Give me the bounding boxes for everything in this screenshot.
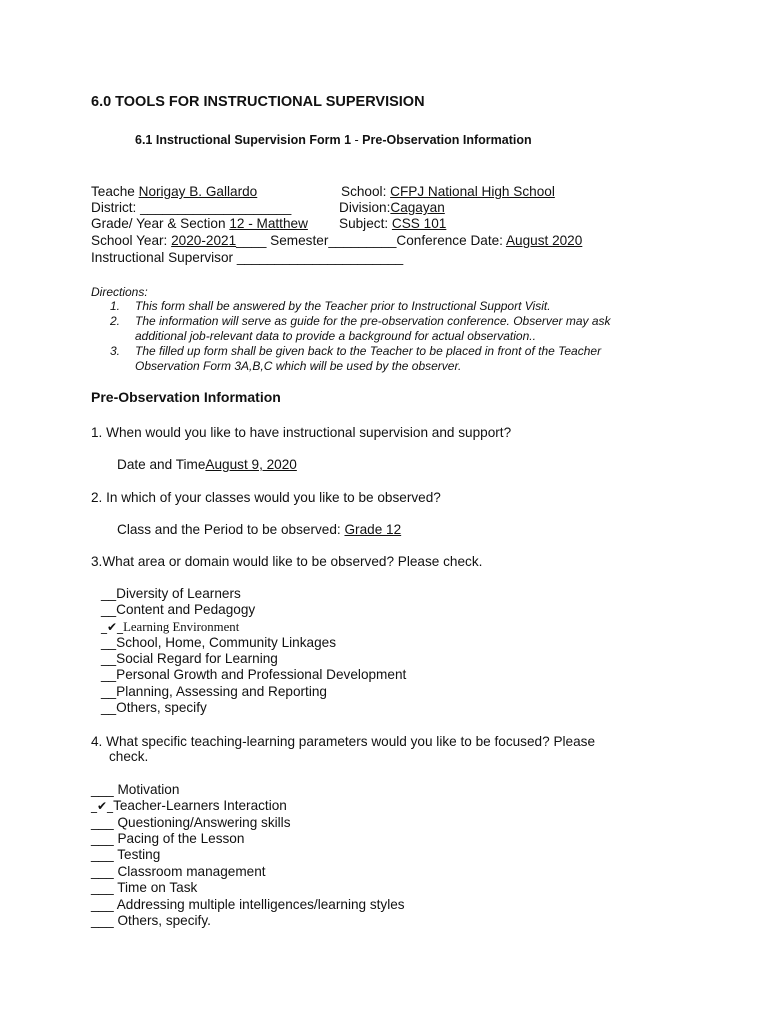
parameter-checkbox: ___ xyxy=(91,864,114,879)
direction-3-number: 3. xyxy=(110,344,121,358)
page-title: 6.0 TOOLS FOR INSTRUCTIONAL SUPERVISION xyxy=(91,94,425,110)
question-1: 1. When would you like to have instructional supervision and support? xyxy=(91,425,512,440)
grade-value: 12 - Matthew xyxy=(229,216,308,231)
form-subtitle-part2: Pre-Observation Information xyxy=(362,133,532,147)
school-year-blank: ____ xyxy=(236,233,267,248)
school-value: CFPJ National High School xyxy=(390,184,555,199)
domain-checkbox: __ xyxy=(101,602,117,617)
division-value: Cagayan xyxy=(390,200,445,215)
domain-checkbox: __ xyxy=(101,651,117,666)
directions-label: Directions: xyxy=(91,285,148,299)
parameter-option xyxy=(91,782,179,797)
parameter-checkbox: ___ xyxy=(91,880,114,895)
domain-option-label: Learning Environment xyxy=(123,620,240,634)
school-year-value: 2020-2021 xyxy=(171,233,237,248)
date-time-label: Date and Time xyxy=(117,457,206,472)
parameter-option xyxy=(91,913,211,928)
parameter-checkbox: ___ xyxy=(91,847,114,862)
question-4-line2: check. xyxy=(109,749,149,764)
parameter-option-checked xyxy=(91,798,287,813)
subject-value: CSS 101 xyxy=(391,216,447,231)
teacher-label: Teache xyxy=(91,184,135,199)
domain-option-label: Social Regard for Learning xyxy=(116,651,278,666)
direction-1-text: This form shall be answered by the Teacher prior to Instructional Support Visit. xyxy=(135,299,551,313)
district-blank: ____________________ xyxy=(140,200,292,215)
domain-option xyxy=(101,586,241,601)
question-1-answer xyxy=(117,457,297,472)
direction-1-number: 1. xyxy=(110,299,121,313)
domain-option-label: School, Home, Community Linkages xyxy=(116,635,336,650)
question-2-answer xyxy=(117,522,401,537)
parameter-option-label: Teacher-Learners Interaction xyxy=(113,798,287,813)
form-subtitle xyxy=(135,133,532,147)
direction-2-text-line1: The information will serve as guide for the pre-observation conference. Observer may ask xyxy=(135,314,611,328)
parameter-option-label: Questioning/Answering skills xyxy=(117,815,291,830)
domain-option-label: Content and Pedagogy xyxy=(116,602,256,617)
semester-label: Semester xyxy=(270,233,329,248)
direction-3-text-line2: Observation Form 3A,B,C which will be used by the observer. xyxy=(135,359,462,373)
subject-field xyxy=(339,216,446,231)
parameter-option xyxy=(91,847,160,862)
domain-option xyxy=(101,667,406,682)
parameter-checkbox: ___ xyxy=(91,815,114,830)
question-2: 2. In which of your classes would you like to be observed? xyxy=(91,490,441,505)
parameter-checkbox: ___ xyxy=(91,831,114,846)
domain-option xyxy=(101,635,336,650)
school-label: School: xyxy=(341,184,387,199)
semester-blank: _________ xyxy=(328,233,397,248)
parameter-option xyxy=(91,864,266,879)
domain-option-label: Personal Growth and Professional Development xyxy=(116,667,407,682)
parameter-option xyxy=(91,897,405,912)
domain-checkbox: __ xyxy=(101,700,117,715)
conference-date-value: August 2020 xyxy=(505,233,583,248)
supervisor-field xyxy=(91,250,403,265)
school-field xyxy=(341,184,555,199)
grade-label: Grade/ Year & Section xyxy=(91,216,226,231)
domain-option xyxy=(101,684,327,699)
parameter-option xyxy=(91,815,291,830)
class-period-label: Class and the Period to be observed: xyxy=(117,522,341,537)
direction-3-text-line1: The filled up form shall be given back to the Teacher to be placed in front of the Teacher xyxy=(135,344,602,358)
parameter-checkbox: ___ xyxy=(91,913,114,928)
class-period-value: Grade 12 xyxy=(344,522,402,537)
check-mark-icon: _✔_ xyxy=(101,620,124,634)
parameter-option-label: Time on Task xyxy=(117,880,198,895)
domain-option xyxy=(101,700,207,715)
direction-2-number: 2. xyxy=(110,314,121,328)
supervisor-label: Instructional Supervisor xyxy=(91,250,234,265)
division-field xyxy=(339,200,445,215)
domain-option-label: Others, specify xyxy=(116,700,207,715)
supervisor-blank: ______________________ xyxy=(236,250,404,265)
form-subtitle-separator: - xyxy=(354,133,359,147)
domain-option xyxy=(101,602,255,617)
check-mark-icon: _✔_ xyxy=(91,799,114,813)
section-title: Pre-Observation Information xyxy=(91,389,281,405)
parameter-option xyxy=(91,880,197,895)
parameter-option-label: Testing xyxy=(117,847,161,862)
domain-option-label: Planning, Assessing and Reporting xyxy=(116,684,327,699)
school-year-label: School Year: xyxy=(91,233,168,248)
conference-date-label: Conference Date: xyxy=(396,233,503,248)
form-subtitle-part1: 6.1 Instructional Supervision Form 1 xyxy=(135,133,352,147)
question-4-line1: 4. What specific teaching-learning parameters would you like to be focused? Please xyxy=(91,734,596,749)
teacher-field xyxy=(91,184,257,199)
parameter-option-label: Pacing of the Lesson xyxy=(117,831,245,846)
parameter-option-label: Classroom management xyxy=(117,864,266,879)
district-label: District: xyxy=(91,200,137,215)
parameter-checkbox: ___ xyxy=(91,782,114,797)
domain-checkbox: __ xyxy=(101,586,117,601)
district-field xyxy=(91,200,291,215)
subject-label: Subject: xyxy=(339,216,389,231)
parameter-option-label: Addressing multiple intelligences/learning styles xyxy=(116,897,405,912)
direction-2-text-line2: additional job-relevant data to provide a background for actual observation.. xyxy=(135,329,536,343)
parameter-checkbox: ___ xyxy=(91,897,114,912)
parameter-option xyxy=(91,831,244,846)
teacher-value: Norigay B. Gallardo xyxy=(138,184,258,199)
school-year-row xyxy=(91,233,582,248)
grade-field xyxy=(91,216,308,231)
domain-option-checked xyxy=(101,618,239,636)
domain-checkbox: __ xyxy=(101,667,117,682)
domain-option xyxy=(101,651,278,666)
parameter-option-label: Motivation xyxy=(117,782,180,797)
domain-option-label: Diversity of Learners xyxy=(116,586,241,601)
domain-checkbox: __ xyxy=(101,684,117,699)
parameter-option-label: Others, specify. xyxy=(117,913,211,928)
date-time-value: August 9, 2020 xyxy=(205,457,297,472)
question-3: 3.What area or domain would like to be observed? Please check. xyxy=(91,554,483,569)
division-label: Division: xyxy=(339,200,391,215)
domain-checkbox: __ xyxy=(101,635,117,650)
